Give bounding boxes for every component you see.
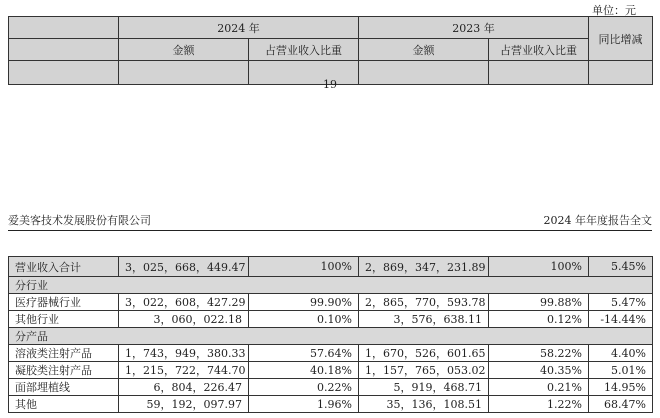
ratio-2024: 99.90% (249, 294, 359, 311)
row-label: 其他行业 (9, 311, 119, 328)
header-yoy: 同比增减 (589, 17, 653, 61)
ratio-2024: 57.64% (249, 345, 359, 362)
ratio-2024: 40.18% (249, 362, 359, 379)
yoy-change: -14.44% (589, 311, 653, 328)
amount-2023: 2，865，770，593.78 (359, 294, 489, 311)
row-label: 营业收入合计 (9, 257, 119, 277)
yoy-change: 5.01% (589, 362, 653, 379)
yoy-change: 14.95% (589, 379, 653, 396)
amount-2024: 1，743，949，380.33 (119, 345, 249, 362)
row-label: 凝胶类注射产品 (9, 362, 119, 379)
unit-label: 单位：元 (592, 4, 636, 17)
amount-2023: 35，136，108.51 (359, 396, 489, 413)
yoy-change: 5.47% (589, 294, 653, 311)
yoy-change: 5.45% (589, 257, 653, 277)
header-blank-cell (9, 17, 119, 39)
header-blank-cell (9, 39, 119, 61)
header-amount-2024: 金额 (119, 39, 249, 61)
ratio-2023: 100% (489, 257, 589, 277)
section-title: 分产品 (9, 328, 653, 345)
header-ratio-2024: 占营业收入比重 (249, 39, 359, 61)
yoy-change: 68.47% (589, 396, 653, 413)
amount-2023: 2，869，347，231.89 (359, 257, 489, 277)
ratio-2024: 100% (249, 257, 359, 277)
report-title: 2024 年年度报告全文 (543, 214, 652, 227)
revenue-table (8, 256, 653, 413)
amount-2024: 3，060，022.18 (119, 311, 249, 328)
ratio-2023: 0.21% (489, 379, 589, 396)
row-label: 医疗器械行业 (9, 294, 119, 311)
section-row (9, 328, 653, 345)
ratio-2023: 58.22% (489, 345, 589, 362)
table-row (9, 345, 653, 362)
ratio-2024: 0.22% (249, 379, 359, 396)
company-name: 爱美客技术发展股份有限公司 (8, 214, 151, 227)
section-row (9, 277, 653, 294)
ratio-2023: 1.22% (489, 396, 589, 413)
ratio-2023: 99.88% (489, 294, 589, 311)
ratio-2024: 0.10% (249, 311, 359, 328)
row-label: 其他 (9, 396, 119, 413)
ratio-2023: 0.12% (489, 311, 589, 328)
section-title: 分行业 (9, 277, 653, 294)
header-amount-2023: 金额 (359, 39, 489, 61)
header-ratio-2023: 占营业收入比重 (489, 39, 589, 61)
amount-2023: 5，919，468.71 (359, 379, 489, 396)
amount-2024: 6，804，226.47 (119, 379, 249, 396)
table-row (9, 379, 653, 396)
amount-2024: 59，192，097.97 (119, 396, 249, 413)
ratio-2024: 1.96% (249, 396, 359, 413)
table-row (9, 294, 653, 311)
ratio-2023: 40.35% (489, 362, 589, 379)
table-row (9, 311, 653, 328)
header-year-2023: 2023 年 (359, 17, 589, 39)
amount-2023: 3，576，638.11 (359, 311, 489, 328)
page-number: 19 (323, 78, 337, 91)
revenue-table-header (8, 16, 653, 85)
header-year-2024: 2024 年 (119, 17, 359, 39)
amount-2023: 1，157，765，053.02 (359, 362, 489, 379)
yoy-change: 4.40% (589, 345, 653, 362)
table-row (9, 396, 653, 413)
amount-2024: 3，025，668，449.47 (119, 257, 249, 277)
row-label: 溶液类注射产品 (9, 345, 119, 362)
header-rule (8, 230, 652, 231)
amount-2023: 1，670，526，601.65 (359, 345, 489, 362)
table-row-total (9, 257, 653, 277)
amount-2024: 1，215，722，744.70 (119, 362, 249, 379)
table-row (9, 362, 653, 379)
amount-2024: 3，022，608，427.29 (119, 294, 249, 311)
row-label: 面部埋植线 (9, 379, 119, 396)
